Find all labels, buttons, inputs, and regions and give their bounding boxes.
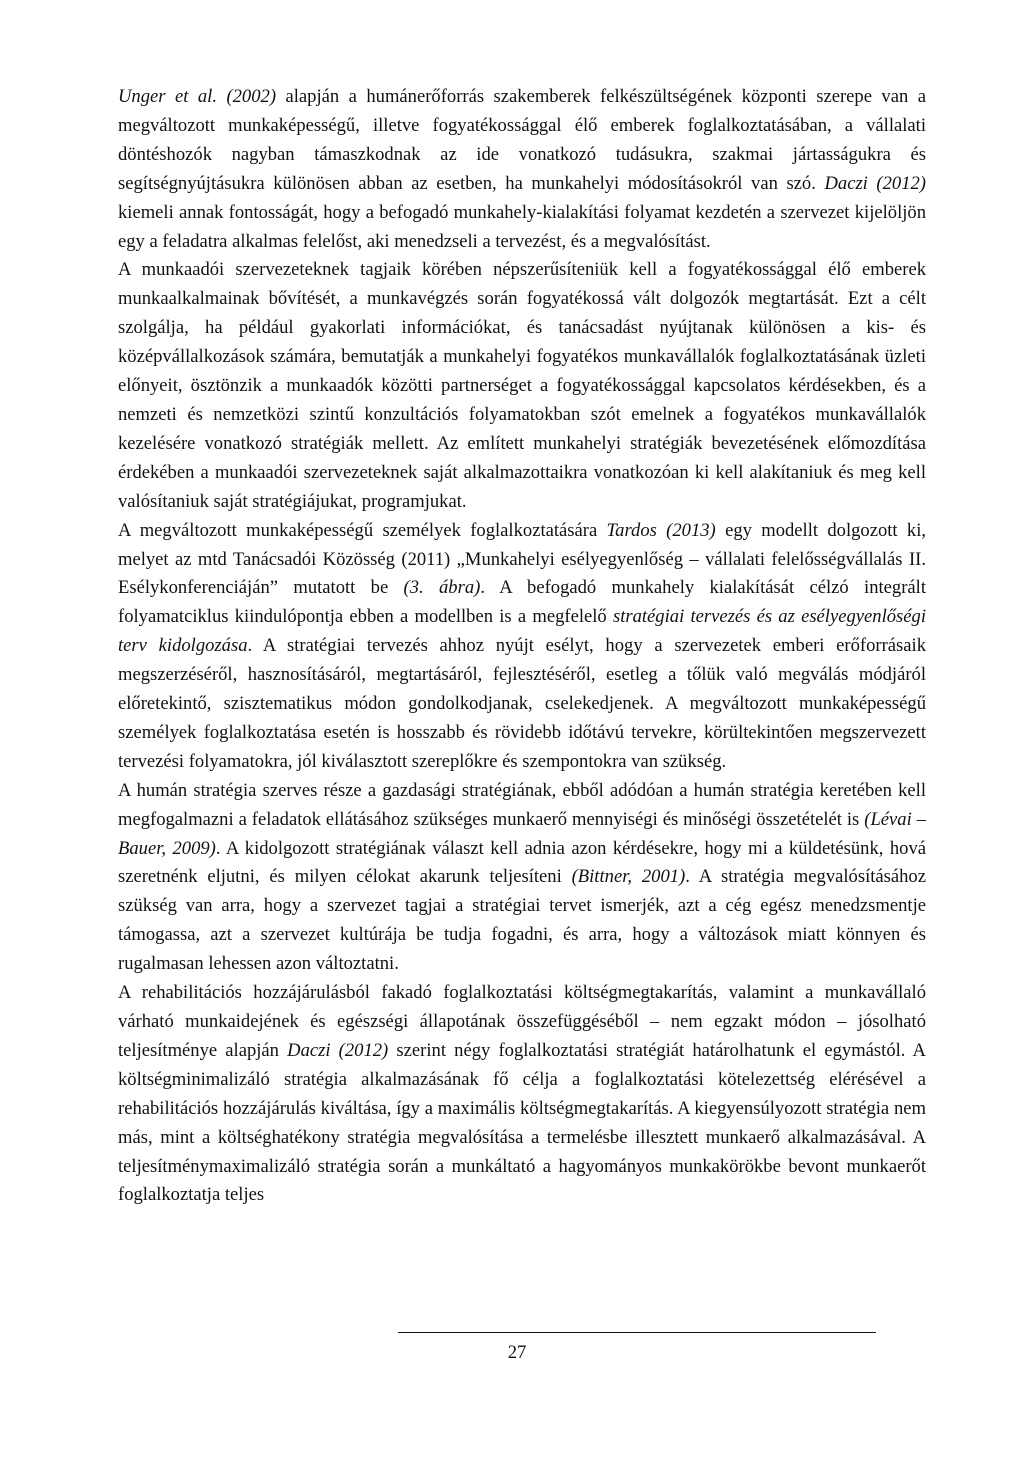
text-run: A humán stratégia szerves része a gazdasági stratégiának, ebből adódóan a humán stratégia keretében kell megfogalmazni a feladatok ellátásához szükséges munkaerő mennyiségi és minőségi összetételét is — [118, 779, 926, 830]
text-run: A rehabilitációs hozzájárulásból fakadó foglalkoztatási költségmegtakarítás, valamint a munkavállaló várható munkaidejének és egészségi állapotának összefüggéséből – nem egzakt módon – jósolható teljesítménye alapján — [118, 982, 926, 1061]
text-run: alapján a humánerőforrás szakemberek felkészültségének központi szerepe van a megváltozott munkaképességű, illetve fogyatékossággal élő emberek foglalkoztatásában, a vállalati döntéshozók nagyban támaszkodnak az ide vonatkozó tudásukra, szakmai jártasságukra és segítségnyújtásukra különösen abban az esetben, ha munkahelyi módosításokról van szó. — [118, 86, 926, 194]
citation-text: Daczi (2012) — [824, 172, 926, 194]
paragraph — [118, 517, 926, 777]
citation-text: Daczi (2012) — [287, 1039, 389, 1061]
citation-text: stratégiai tervezés és az esélyegyenlőségi terv kidolgozása — [118, 606, 926, 657]
paragraph — [118, 777, 926, 979]
page-number: 27 — [507, 1342, 527, 1363]
text-run: A megváltozott munkaképességű személyek foglalkoztatására — [118, 519, 607, 541]
text-run: A munkaadói szervezeteknek tagjaik körében népszerűsíteniük kell a fogyatékossággal élő emberek munkaalkalmainak bővítését, a munkavégzés során fogyatékossá vált dolgozók megtartását. Ezt a célt szolgálja, ha például gyakorlati információkat, és tanácsadást nyújtanak különösen a kis- és középvállalkozások számára, bemutatják a munkahelyi fogyatékos munkavállalók foglalkoztatásának üzleti előnyeit, ösztönzik a munkaadók közötti partnerséget a fogyatékossággal kapcsolatos kérdésekben, és a nemzeti és nemzetközi szintű konzultációs folyamatokban szót emelnek a fogyatékos munkavállalók kezelésére vonatkozó stratégiák mellett. Az említett munkahelyi stratégiák bevezetésének előmozdítása érdekében a munkaadói szervezeteknek saját alkalmazottaikra vonatkozóan ki kell alakítaniuk és meg kell valósítaniuk saját stratégiájukat, programjukat. — [118, 259, 926, 512]
paragraph — [118, 83, 926, 256]
paragraph — [118, 979, 926, 1210]
text-run: . A befogadó munkahely kialakítását célzó integrált folyamatciklus kiindulópontja ebben a modellben is a megfelelő — [118, 577, 927, 628]
citation-text: Unger et al. (2002) — [118, 86, 277, 107]
citation-text: Tardos (2013) — [606, 519, 716, 541]
text-run: . A stratégiai tervezés ahhoz nyújt esélyt, hogy a szervezetek emberi erőforrásaik megszerzéséről, hasznosításáról, megtartásáról, fejlesztéséről, esetleg a tőlük való megválás módjáról előretekintő, szisztematikus módon gondolkodjanak, cselekedjenek. A megváltozott munkaképességű személyek foglalkoztatása esetén is hosszabb és rövidebb időtávú tervekre, körültekintően megszervezett tervezési folyamatokra, jól kiválasztott szereplőkre és szempontokra van szükség. — [118, 635, 926, 772]
citation-text: (Bittner, 2001) — [571, 866, 686, 888]
citation-text: (Lévai – Bauer, 2009) — [118, 808, 926, 859]
text-run: . A stratégia megvalósításához szükség van arra, hogy a szervezet tagjai a stratégiai tervet ismerjék, azt a cég egész menedzsmentje támogassa, azt a szervezet kultúrája be tudja fogadni, és arra, hogy a változások miatt könnyen és rugalmasan lehessen azon változtatni. — [118, 866, 926, 975]
paragraph — [118, 256, 926, 516]
text-run: szerint négy foglalkoztatási stratégiát határolhatunk el egymástól. A költségminimalizáló stratégia alkalmazásának fő célja a foglalkoztatási kötelezettség elérésével a rehabilitációs hozzájárulás kiváltása, így a maximális költségmegtakarítás. A kiegyensúlyozott stratégia nem más, mint a költséghatékony stratégia megvalósítása a termelésbe illesztett munkaerő alkalmazásával. A teljesítménymaximalizáló stratégia során a munkáltató a hagyományos munkakörökbe bevont munkaerőt foglalkoztatja teljes — [118, 1039, 926, 1206]
body-text — [118, 83, 926, 1210]
text-run: . A kidolgozott stratégiának választ kell adnia azon kérdésekre, hogy mi a küldetésünk, hová szeretnénk eljutni, és milyen célokat akarunk teljesíteni — [118, 837, 926, 888]
text-run: egy modellt dolgozott ki, melyet az mtd Tanácsadói Közösség (2011) „Munkahelyi esélyegyenlőség – vállalati felelősségvállalás II. Esélykonferenciáján” mutatott be — [118, 519, 927, 599]
footnote-divider — [398, 1332, 876, 1333]
citation-text: (3. ábra) — [403, 577, 481, 599]
text-run: kiemeli annak fontosságát, hogy a befogadó munkahely-kialakítási folyamat kezdetén a szervezet kijelöljön egy a feladatra alkalmas felelőst, aki menedzseli a tervezést, és a megvalósítást. — [118, 201, 926, 252]
